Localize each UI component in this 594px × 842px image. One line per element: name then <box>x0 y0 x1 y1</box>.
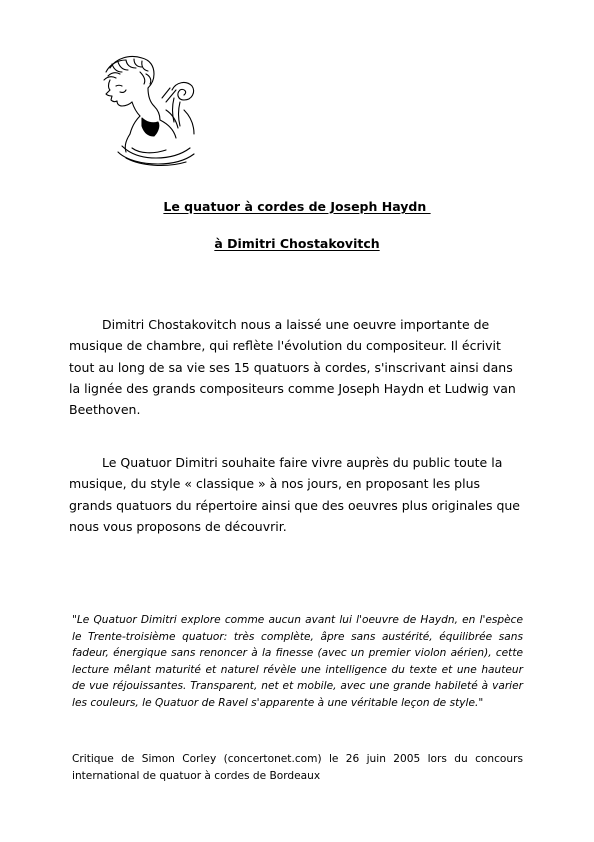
press-quote: "Le Quatuor Dimitri explore comme aucun avant lui l'oeuvre de Haydn, en l'espèce le Trente-troisième quatuor: très complète, âpre sans austérité, équilibrée sans fadeur, énergique sans renoncer à la finesse (avec un premier violon aérien), cette lecture mêlant maturité et naturel révèle une intelligence du texte et une hauteur de vue réjouissantes. Transparent, net et mobile, avec une grande habileté à varier les couleurs, le Quatuor de Ravel s'apparente à une véritable leçon de style." <box>72 614 523 709</box>
intro-paragraph: Dimitri Chostakovitch nous a laissé une oeuvre importante de musique de chambre, qui reflète l'évolution du compositeur. Il écrivit tout au long de sa vie ses 15 quatuors à cordes, s'inscrivant ainsi dans la lignée des grands compositeurs comme Joseph Haydn et Ludwig van Beethoven. <box>69 317 516 418</box>
page-title-line-2: à Dimitri Chostakovitch <box>214 236 380 251</box>
composer-portrait-sketch-icon <box>96 50 208 170</box>
quote-credit: Critique de Simon Corley (concertonet.com) le 26 juin 2005 lors du concours international de quatuor à cordes de Bordeaux <box>72 753 523 782</box>
composer-portrait-logo <box>96 50 208 170</box>
mission-paragraph: Le Quatuor Dimitri souhaite faire vivre auprès du public toute la musique, du style « classique » à nos jours, en proposant les plus grands quatuors du répertoire ainsi que des oeuvres plus originales que nous vous proposons de découvrir. <box>69 455 520 534</box>
page-title-line-1: Le quatuor à cordes de Joseph Haydn <box>163 199 431 214</box>
